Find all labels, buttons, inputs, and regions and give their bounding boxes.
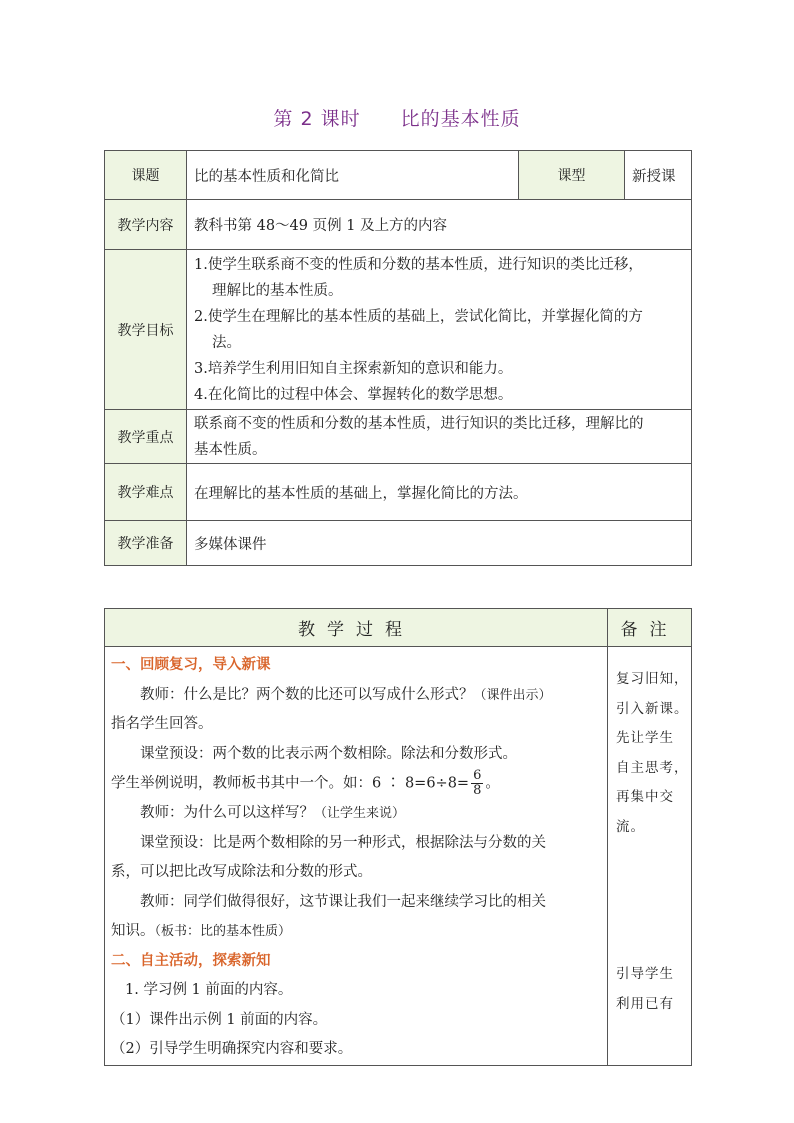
label-preparation: 教学准备 <box>105 521 187 566</box>
process-line: 知识。（板书：比的基本性质） <box>111 923 292 939</box>
process-line: 教师：同学们做得很好，这节课让我们一起来继续学习比的相关 <box>140 893 546 910</box>
note-line: 引导学生 <box>616 966 674 982</box>
goal-line: 1.使学生联系商不变的性质和分数的基本性质，进行知识的类比迁移， <box>194 256 643 273</box>
process-line: 系，可以把比改写成除法和分数的形式。 <box>111 864 372 880</box>
note-line: 先让学生 <box>616 730 674 746</box>
value-difficulty: 在理解比的基本性质的基础上，掌握化简比的方法。 <box>187 464 692 521</box>
note-line: 利用已有 <box>616 995 674 1012</box>
process-header: 教学过程 <box>105 609 608 647</box>
value-key-points <box>187 410 692 464</box>
goal-line: 4.在化简比的过程中体会、掌握转化的数学思想。 <box>194 386 513 403</box>
note-line: 再集中交 <box>616 789 674 805</box>
key-line: 联系商不变的性质和分数的基本性质，进行知识的类比迁移，理解比的 <box>194 415 644 432</box>
process-body-row <box>105 647 692 1066</box>
process-line: （2）引导学生明确探究内容和要求。 <box>111 1041 353 1057</box>
key-line: 基本性质。 <box>194 441 267 458</box>
label-difficulty: 教学难点 <box>105 464 187 521</box>
row-goals <box>105 250 692 410</box>
teaching-process-table <box>104 608 692 1066</box>
label-type: 课型 <box>519 151 625 200</box>
lesson-number: 第 2 课时 <box>273 108 361 130</box>
note-line: 流。 <box>616 818 645 835</box>
lesson-topic: 比的基本性质 <box>400 108 521 130</box>
section-heading: 一、回顾复习，导入新课 <box>111 657 271 673</box>
label-subject: 课题 <box>105 151 187 200</box>
value-type: 新授课 <box>625 151 692 200</box>
note-line: 复习旧知， <box>616 671 689 687</box>
page-title <box>0 104 794 131</box>
process-line: 课堂预设：比是两个数相除的另一种形式，根据除法与分数的关 <box>140 834 546 851</box>
notes-header: 备注 <box>608 609 692 647</box>
goal-line: 3.培养学生利用旧知自主探索新知的意识和能力。 <box>194 360 513 377</box>
section-heading: 二、自主活动，探索新知 <box>111 952 271 969</box>
note-line: 引入新课。 <box>616 700 689 717</box>
process-line: 课堂预设：两个数的比表示两个数相除。除法和分数形式。 <box>140 745 517 762</box>
label-content: 教学内容 <box>105 200 187 250</box>
row-content <box>105 200 692 250</box>
value-preparation: 多媒体课件 <box>187 521 692 566</box>
process-line: 指名学生回答。 <box>111 716 213 732</box>
value-content: 教科书第 48～49 页例 1 及上方的内容 <box>187 200 692 250</box>
process-line: 教师：为什么可以这样写？（让学生来说） <box>140 805 406 821</box>
value-goals <box>187 250 692 410</box>
row-key-points <box>105 410 692 464</box>
row-subject <box>105 151 692 200</box>
label-goals: 教学目标 <box>105 250 187 410</box>
process-line: 1. 学习例 1 前面的内容。 <box>125 982 293 998</box>
process-line: 学生举例说明，教师板书其中一个。如：6 ∶ 8=6÷8= $\frac{6}{8}$ 。 <box>111 768 500 798</box>
goal-line: 2.使学生在理解比的基本性质的基础上，尝试化简比，并掌握化简的方 <box>194 308 643 325</box>
goal-line: 法。 <box>212 334 241 351</box>
process-header-row <box>105 609 692 647</box>
process-line: 教师：什么是比？两个数的比还可以写成什么形式？（课件出示） <box>140 686 552 703</box>
fraction-six-eighths: $\frac{6}{8}$ <box>473 768 482 798</box>
value-subject: 比的基本性质和化简比 <box>187 151 519 200</box>
label-key-points: 教学重点 <box>105 410 187 464</box>
process-content <box>105 647 608 1066</box>
goal-line: 理解比的基本性质。 <box>212 282 343 299</box>
lesson-info-table <box>104 150 692 566</box>
row-difficulty <box>105 464 692 521</box>
notes-column <box>608 647 692 1066</box>
note-line: 自主思考， <box>616 759 689 776</box>
process-line: （1）课件出示例 1 前面的内容。 <box>111 1011 328 1028</box>
row-preparation <box>105 521 692 566</box>
